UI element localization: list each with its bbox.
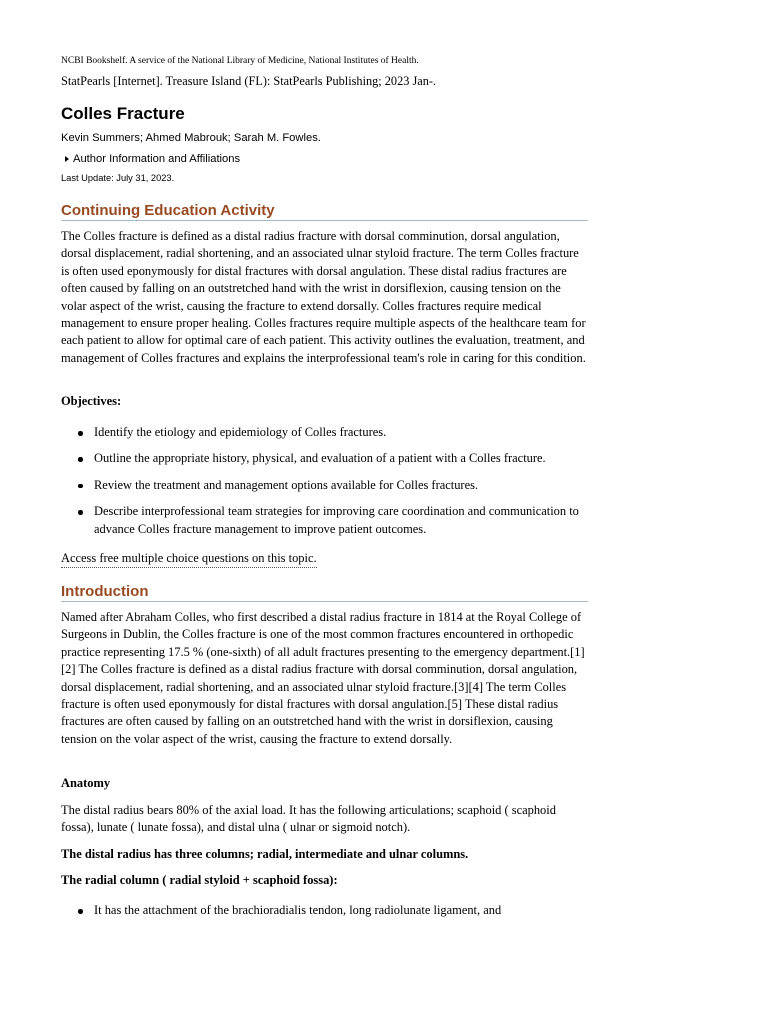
statpearls-citation: StatPearls [Internet]. Treasure Island (FL): StatPearls Publishing; 2023 Jan-.: [61, 74, 437, 88]
objectives-list: [61, 424, 588, 538]
page-title: Colles Fracture: [61, 104, 185, 123]
anatomy-label: Anatomy: [61, 776, 111, 790]
ncbi-bookshelf-line: NCBI Bookshelf. A service of the National Library of Medicine, National Institutes of Health.: [61, 56, 419, 66]
section-heading-continuing-education: Continuing Education Activity: [61, 202, 588, 221]
bullet-icon: [78, 431, 83, 436]
bullet-icon: [78, 909, 83, 914]
objectives-label: Objectives:: [61, 394, 122, 408]
list-item: [61, 477, 588, 494]
last-update: Last Update: July 31, 2023.: [61, 173, 175, 183]
columns-heading: The distal radius has three columns; radial, intermediate and ulnar columns.: [61, 847, 469, 861]
author-affiliations-label: Author Information and Affiliations: [73, 153, 241, 165]
list-item: [61, 450, 588, 467]
disclosure-triangle-icon: [65, 156, 69, 162]
authors-line: Kevin Summers; Ahmed Mabrouk; Sarah M. Fowles.: [61, 132, 321, 144]
objective-text: Describe interprofessional team strategies for improving care coordination and communication to advance Colles fracture management to improve patient outcomes.: [94, 504, 579, 536]
radial-column-heading: The radial column ( radial styloid + scaphoid fossa):: [61, 873, 338, 887]
anatomy-paragraph: The distal radius bears 80% of the axial load. It has the following articulations; scaphoid ( scaphoid fossa), lunate ( lunate fossa), and distal ulna ( ulnar or sigmoid notch).: [61, 803, 556, 835]
list-item: [61, 424, 588, 441]
author-affiliations-toggle[interactable]: [65, 152, 240, 166]
bullet-icon: [78, 510, 83, 515]
objective-text: Identify the etiology and epidemiology of Colles fractures.: [94, 425, 387, 439]
radial-column-list: [61, 902, 588, 919]
list-item: [61, 503, 588, 538]
objective-text: Review the treatment and management options available for Colles fractures.: [94, 477, 479, 492]
bullet-icon: [78, 457, 83, 462]
list-item: [61, 902, 588, 919]
section-heading-introduction: Introduction: [61, 583, 588, 602]
introduction-paragraph: Named after Abraham Colles, who first described a distal radius fracture in 1814 at the Royal College of Surgeons in Dublin, the Colles fracture is one of the most common fractures encountered in orthopedic practice representing 17.5 % (one-sixth) of all adult fractures presenting to the emergency department.[1][2] The Colles fracture is defined as a distal radius fracture with dorsal comminution, dorsal angulation, dorsal displacement, radial shortening, and an associated ulnar styloid fracture.[3][4] The term Colles fracture is often used eponymously for distal fractures with dorsal angulation.[5] These distal radius fractures are often caused by falling on an outstretched hand with the wrist in dorsiflexion, causing tension on the volar aspect of the wrist, causing the fracture to extend dorsally.: [61, 610, 585, 746]
continuing-education-paragraph: The Colles fracture is defined as a distal radius fracture with dorsal comminution, dorsal angulation, dorsal displacement, radial shortening, and an associated ulnar styloid fracture. The term Colles fracture is often used eponymously for distal fractures with dorsal angulation. These distal radius fractures are often caused by falling on an outstretched hand with the wrist in dorsiflexion, causing tension on the volar aspect of the wrist, causing the fracture to extend dorsally. Colles fractures require medical management to ensure proper healing. Colles fractures require multiple aspects of the healthcare team for each patient to allow for optimal care of each patient. This activity outlines the evaluation, treatment, and management of Colles fractures and explains the interprofessional team's role in caring for this condition.: [61, 229, 586, 365]
objective-text: Outline the appropriate history, physical, and evaluation of a patient with a Colles fracture.: [94, 451, 546, 466]
bullet-icon: [78, 484, 83, 489]
radial-column-item-text: It has the attachment of the brachioradialis tendon, long radiolunate ligament, and: [94, 903, 502, 917]
mcq-link[interactable]: Access free multiple choice questions on this topic.: [61, 550, 317, 568]
